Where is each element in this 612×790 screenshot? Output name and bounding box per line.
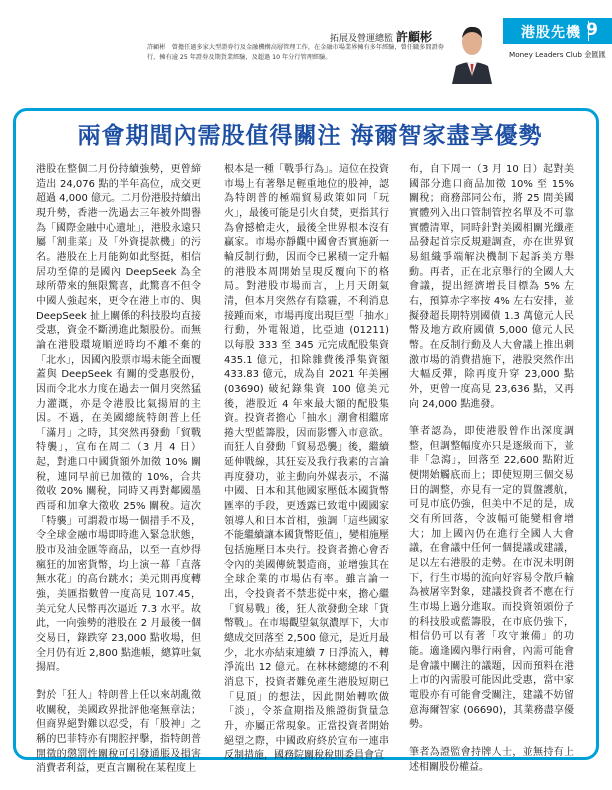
page-number: 9 <box>586 20 598 40</box>
paragraph: 筆者為證監會持牌人士，並無持有上述相關股份權益。 <box>409 746 574 773</box>
paragraph: 布，自下周一（3 月 10 日）起對美國部分進口商品加徵 10% 至 15% 關稅；商務部同公布，將 25 間美國實體列入出口管制管控名單及不可靠實體清單，同時針對美國相關光纖產品發起首宗反規避調查，亦在世界貿易組織爭端解決機制下起訴美方舉動。再者，正在北京舉行的全國人大會議，提出經濟增長目標為 5% 左右，預算赤字率按 4% 左右安排，並擬發超長期特別國債 1.3 萬億元人民幣及地方政府國債 5,000 億元人民幣。在反制行動及人大會議上推出刺激市場的消費措施下，港股突然作出大幅反彈，除再度升穿 23,000 點外，更曾一度高見 23,636 點，又再向 24,000 點進發。 <box>409 164 574 410</box>
author-name: 許顧彬 <box>396 30 433 44</box>
club-name: Money Leaders Club 金匯匯 <box>509 50 606 59</box>
paragraph: 港股在整個二月份持續強勢，更曾締造出 24,076 點的半年高位，成交更超過 4,000 億元。二月份港股持續出現升勢，香港一洗過去三年被外間譽為「國際金融中心遺址」，港股永遠只屬「割韭菜」及「外資提款機」的污名。港股在上月能夠如此堅挺，相信居功至偉的是國內 DeepSeek 為全球所帶來的無限驚喜，此驚喜不但令中國人強起來，更令在港上市的、與 DeepSeek 扯上關係的科技股均直接受惠，資金不斷湧進此類股份。而無論在港股環境順逆時均不離不棄的「北水」，因國內股票市場未能全面覆蓋與 DeepSeek 有關的受惠股份，因而令北水力度在過去一個月突然猛力灌溉，亦是令港股比氣揚眉的主因。不過，在美國總統特朗普上任「滿月」之時，其突然再發動「貿戰特襲」，宣布在周二（3 月 4 日）起，對進口中國貨額外加徵 10% 關稅，連同早前已加徵的 10%，合共徵收 20% 關稅，同時又再對鄰國墨西哥和加拿大徵收 25% 關稅。這次「特襲」可謂殺市場一個措手不及，令全球金融市場即時進入緊急狀態，股市及油金匯等商品，以至一直炒得瘋狂的加密貨幣，均上演一幕「直落無水花」的高台跳水；美元則再度轉強，美匯指數曾一度高見 107.45，美元兌人民幣再次逼近 7.3 水平。故此，一向強勢的港股在 2 月最後一個交易日，錄跌穿 23,000 點收場，但全月仍有近 2,800 點進帳，總算吐氣揚眉。 <box>36 164 201 674</box>
author-photo <box>448 14 496 84</box>
paragraph: 對於「狂人」特朗普上任以來胡亂徵收關稅，美國政界批評他毫無章法；但商界絕對難以忍受，有「股神」之稱的巴菲特亦有開腔抨擊，指特朗普開徵的懲罰性關稅可引發通脹及損害消費者利益，更直言關稅在某程度上 <box>36 689 201 775</box>
article-column-1 <box>36 163 201 790</box>
column-tag <box>503 18 612 44</box>
article-column-2 <box>224 163 389 777</box>
paragraph: 根本是一種「戰爭行為」。這位在投資市場上有著舉足輕重地位的股神，認為特朗普的極端貿易政策如同「玩火」，最後可能是引火自焚，更指其行為會撼槍走火，最後全世界根本沒有贏家。市場亦靜觀中國會否實施新一輪反制行動，因而令已累積一定升幅的港股本周開始呈現反覆向下的格局。對港股市場而言，上月天朗氣清，但本月突然存有陰霾，不利消息接踵而來，市場再度出現巨型「抽水」行動，外電報道，比亞迪 (01211) 以每股 333 至 345 元完成配股集資 435.1 億元，扣除雜費後淨集資額 433.83 億元，成為自 2021 年美團 (03690) 破紀錄集資 100 億美元後，港股近 4 年來最大額的配股集資。投資者擔心「抽水」潮會相繼席捲大型藍籌股，因而影響入市意欲。而狂人自發動「貿易恐襲」後，繼續延伸戰線，其狂妄及我行我素的言論再度發功，並主動向外媒表示，不滿中國、日本和其他國家壓低本國貨幣匯率的手段，更透露已致電中國國家領導人和日本首相，強調「這些國家不能繼續讓本國貨幣貶值」，變相施壓包括施壓日本央行。投資者擔心會否令內的美國傳統製造商，並增強其在全球企業的市場佔有率。雖言論一出，令投資者不禁悲從中來，擔心繼「貿易戰」後，狂人欲發動全球「貨幣戰」。在市場觀望氣氛濃厚下，大市總成交回落至 2,500 億元，是近月最少，北水亦結束連續 7 日淨流入，轉淨流出 12 億元。在林林總總的不利消息下，投資者難免產生港股短期已「見頂」的想法，因此開始轉吹做「淡」，令茶盒期指及熊證街貨量急升，亦屬正常現象。正當投資者開始絕望之際，中國政府終於宣布一連串反制措施，國務院關稅稅則委員會宣 <box>224 164 389 762</box>
article-title: 兩會期間內需股值得關注 海爾智家盡享優勢 <box>77 123 543 149</box>
page-header <box>0 0 612 96</box>
author-bio: 許顧彬 曾擔任過多家大型證券行及金融機構高層管理工作，在金融市場業界擁有多年經驗，曾任職多間證券行，擁有逾 25 年證券及期貨業經驗，及超過 10 年分行管理經驗。 <box>147 44 444 61</box>
author-role: 拓展及營運總監 <box>330 34 394 44</box>
column-name: 港股先機 <box>521 25 581 41</box>
article-column-3 <box>409 163 574 788</box>
paragraph: 筆者認為，即使港股曾作出深度調整，但調整幅度亦只是逐級而下，並非「急瀉」，回落至 22,600 點附近便開始觸底而上；即使短期三個交易日的調整，亦見有一定的買盤護航，可見市底仍強，但美中不足的是，成交有所回落，令波幅可能變相會增大；加上國內仍在進行全國人大會議，在會議中任何一個提議或建議，足以左右港股的走勢。在市況未明朗下，行生市場的流向好容易令散戶輸為被屠宰對象，建議投資者不應在行生市場上過分進取。而投資領頭份子的科技股或藍籌股，在市底仍強下，相信仍可以有著「攻守兼備」的功能。適逢國內舉行兩會，內需可能會是會議中關注的議題，因而預料在港上市的內需股可能因此受惠，當中家電股亦有可能會受關注，建議不妨留意海爾智家 (06690)，其業務盡享優勢。 <box>409 426 574 731</box>
